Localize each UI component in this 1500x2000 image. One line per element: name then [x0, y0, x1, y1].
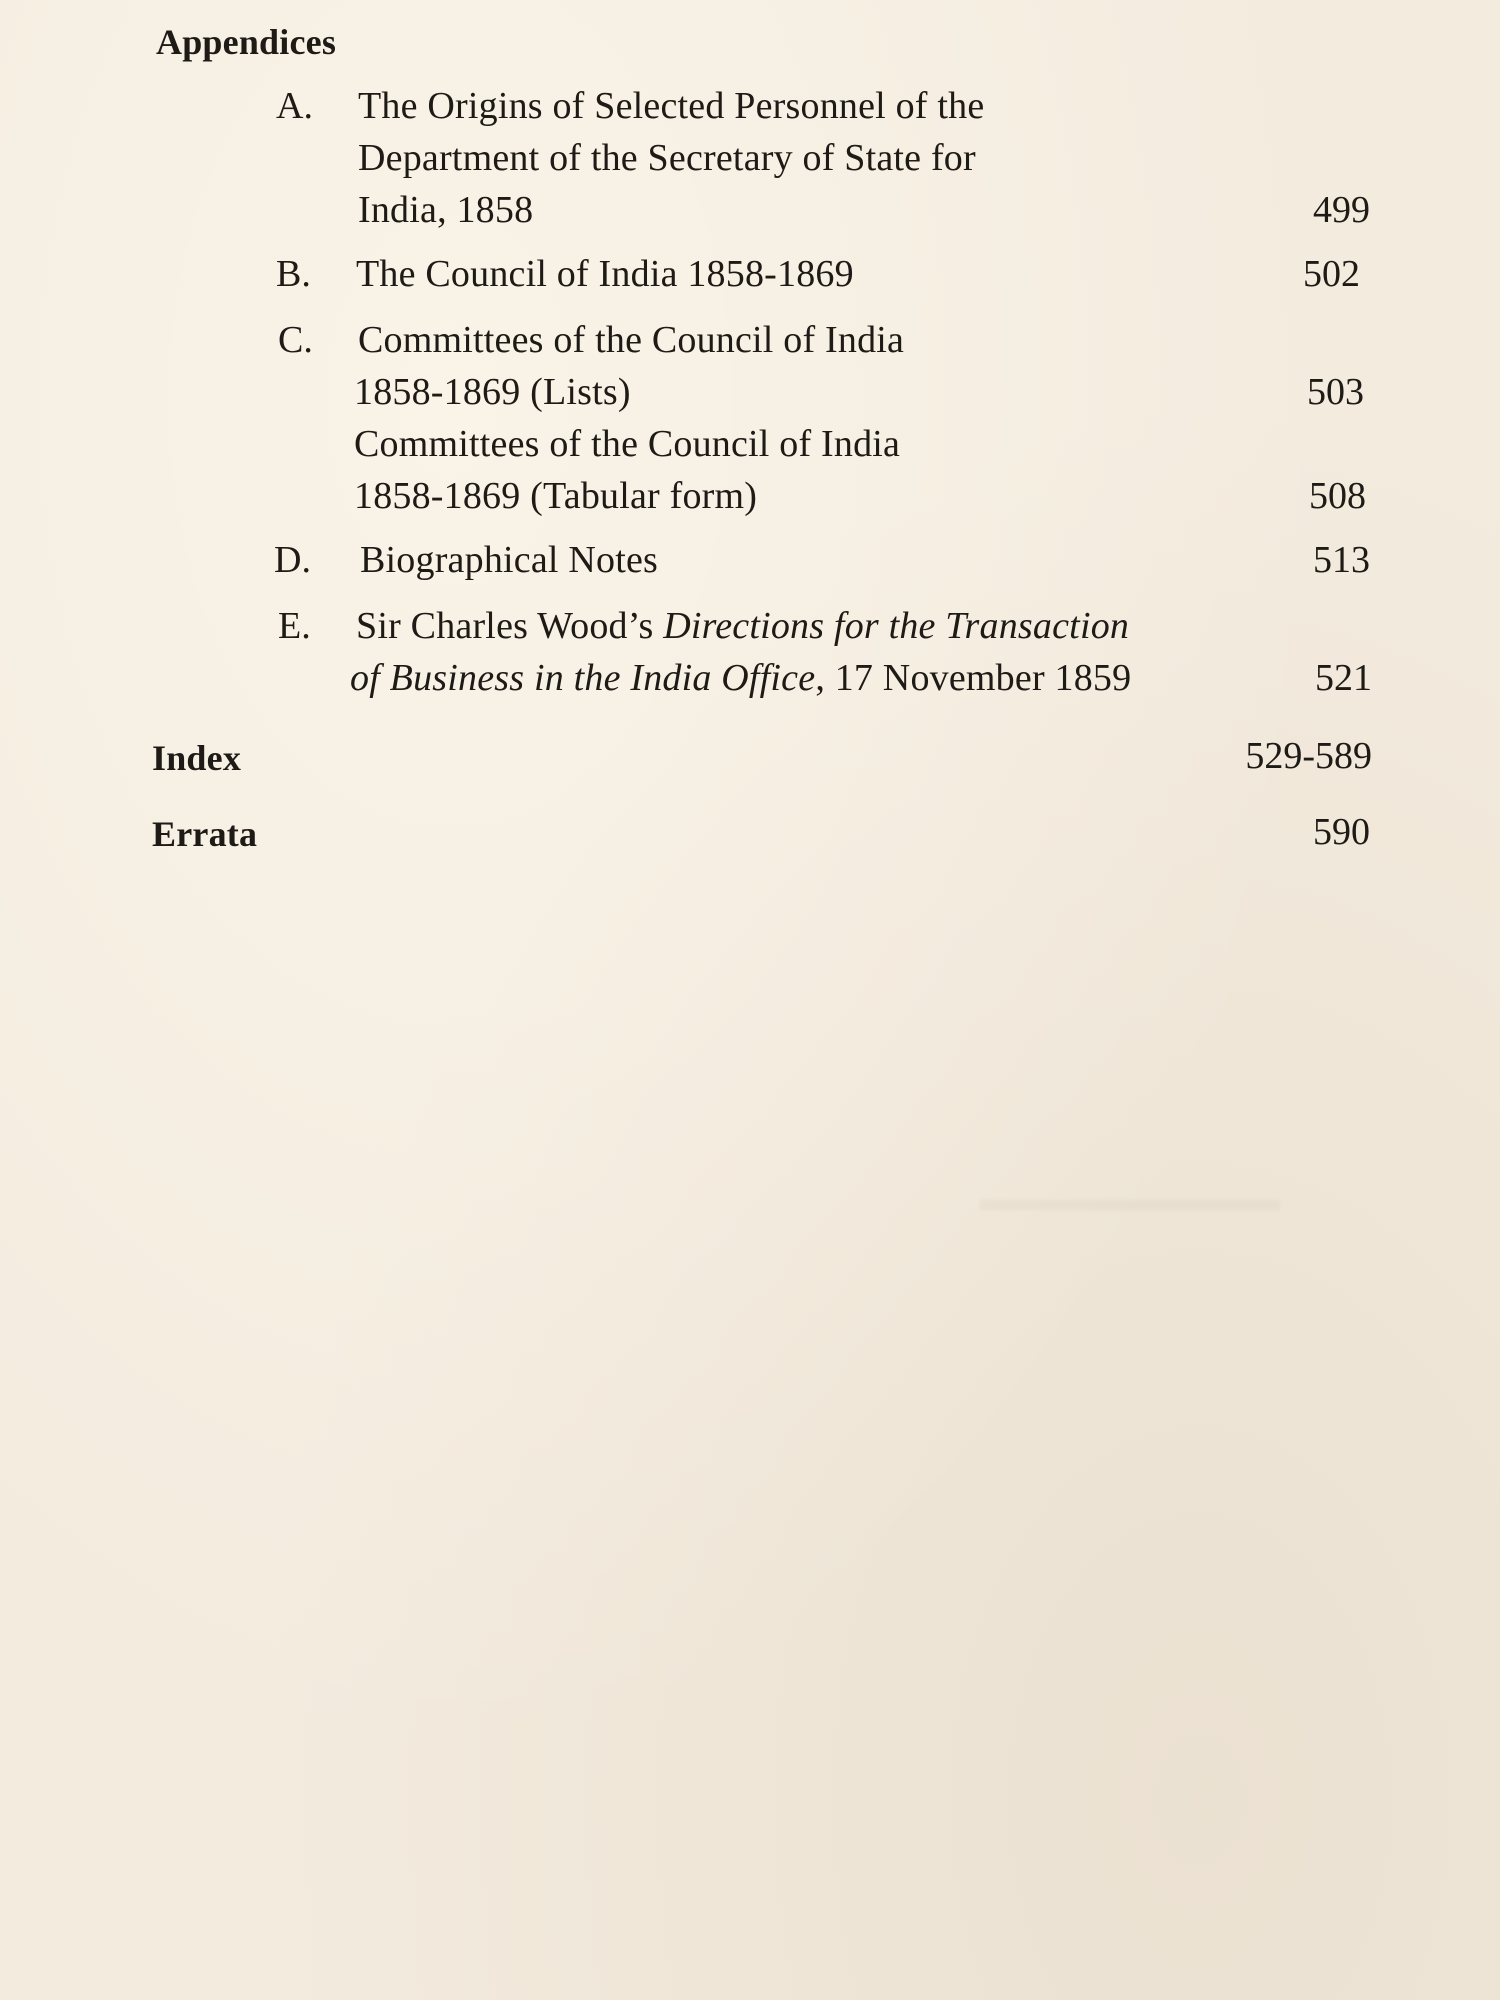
errata-label: Errata	[152, 814, 258, 854]
appendix-b-page: 502	[1303, 253, 1360, 295]
appendix-e-title-line-2	[350, 656, 1131, 700]
appendix-c-title-line-1: Committees of the Council of India	[358, 319, 905, 361]
appendix-e-title-italic-2: of Business in the India Office	[350, 657, 816, 699]
appendix-e-title-date: , 17 November 1859	[815, 657, 1132, 699]
appendix-d-page: 513	[1313, 539, 1370, 581]
appendix-a-page: 499	[1313, 189, 1370, 231]
appendix-c-page: 503	[1307, 371, 1364, 413]
appendix-e-letter: E.	[278, 605, 311, 647]
appendix-c-sub-title-line-1: Committees of the Council of India	[354, 423, 901, 465]
appendix-a-title-line-1: The Origins of Selected Personnel of the	[358, 85, 985, 127]
index-label: Index	[152, 738, 242, 778]
index-pages: 529-589	[1245, 735, 1372, 777]
appendix-b-letter: B.	[276, 253, 311, 295]
appendix-a-title-line-2: Department of the Secretary of State for	[358, 137, 976, 179]
appendix-c-sub-title-line-2: 1858-1869 (Tabular form)	[354, 475, 758, 517]
appendix-c-letter: C.	[278, 319, 313, 361]
appendix-c-title-line-2: 1858-1869 (Lists)	[354, 371, 631, 413]
appendix-a-title-line-3: India, 1858	[358, 189, 534, 231]
appendix-b-title: The Council of India 1858-1869	[356, 253, 854, 295]
appendix-c-sub-page: 508	[1309, 475, 1366, 517]
appendix-e-title-plain: Sir Charles Wood’s	[356, 605, 664, 647]
appendix-d-title: Biographical Notes	[360, 539, 659, 581]
appendices-heading: Appendices	[156, 22, 337, 62]
appendix-a-letter: A.	[276, 85, 313, 127]
appendix-e-page: 521	[1315, 657, 1372, 699]
appendix-d-letter: D.	[274, 539, 311, 581]
errata-page: 590	[1313, 811, 1370, 853]
bleed-through-mark	[980, 1200, 1280, 1210]
appendix-e-title-line-1	[356, 604, 1129, 648]
appendix-e-title-italic: Directions for the Transaction	[663, 605, 1130, 647]
